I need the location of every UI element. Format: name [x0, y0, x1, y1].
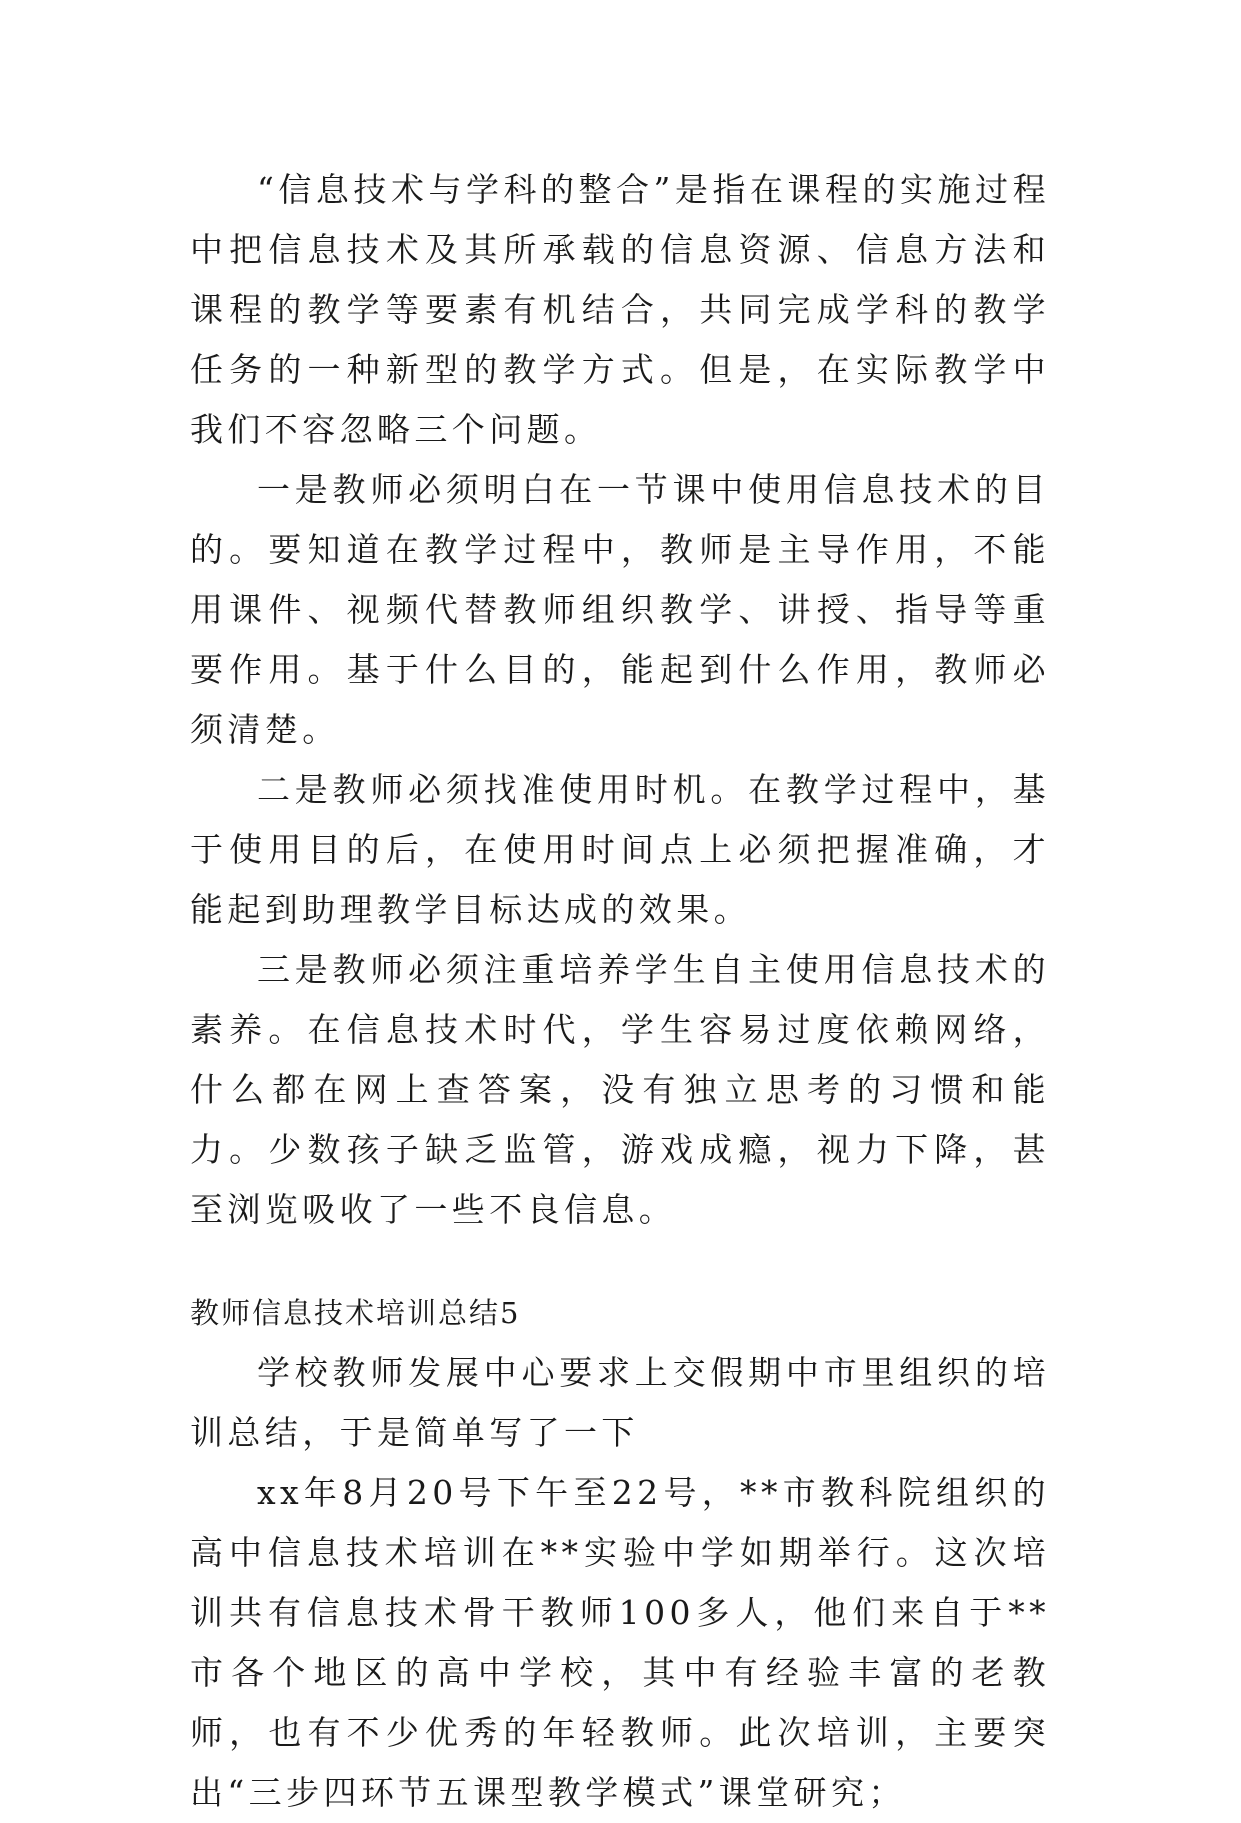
- paragraph-summary-intro: 学校教师发展中心要求上交假期中市里组织的培训总结，于是简单写了一下: [190, 1353, 1050, 1452]
- paragraph-training-details: xx年8月20号下午至22号，**市教科院组织的高中信息技术培训在**实验中学如期举行。这次培训共有信息技术骨干教师100多人，他们来自于**市各个地区的高中学校，其中有经验丰富的老教师，也有不少优秀的年轻教师。此次培训，主要突出“三步四环节五课型教学模式”课堂研究；: [190, 1473, 1050, 1812]
- paragraph-point-three: 三是教师必须注重培养学生自主使用信息技术的素养。在信息技术时代，学生容易过度依赖网络，什么都在网上查答案，没有独立思考的习惯和能力。少数孩子缺乏监管，游戏成瘾，视力下降，甚至浏览吸收了一些不良信息。: [190, 950, 1050, 1229]
- document-body: [190, 160, 1050, 1823]
- paragraph-point-two: 二是教师必须找准使用时机。在教学过程中，基于使用目的后，在使用时间点上必须把握准确，才能起到助理教学目标达成的效果。: [190, 770, 1050, 929]
- paragraph-integration-definition: “信息技术与学科的整合”是指在课程的实施过程中把信息技术及其所承载的信息资源、信息方法和课程的教学等要素有机结合，共同完成学科的教学任务的一种新型的教学方式。但是，在实际教学中我们不容忽略三个问题。: [190, 170, 1050, 449]
- paragraph-point-one: 一是教师必须明白在一节课中使用信息技术的目的。要知道在教学过程中，教师是主导作用，不能用课件、视频代替教师组织教学、讲授、指导等重要作用。基于什么目的，能起到什么作用，教师必须清楚。: [190, 470, 1050, 749]
- section-heading: 教师信息技术培训总结5: [190, 1296, 521, 1330]
